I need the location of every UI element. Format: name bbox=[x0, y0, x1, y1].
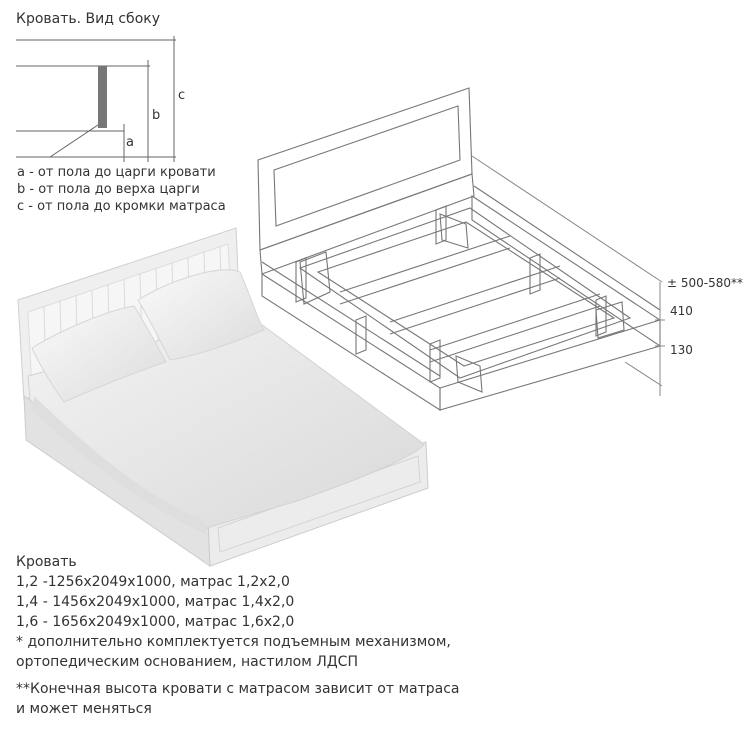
dim-total-height: ± 500-580** bbox=[667, 276, 744, 290]
legend-a: a - от пола до царги кровати bbox=[17, 165, 216, 180]
dim-label-a: a bbox=[126, 135, 134, 150]
size-1-4: 1,4 - 1456х2049х1000, матрас 1,4х2,0 bbox=[16, 594, 295, 610]
note-1-line-1: * дополнительно комплектуется подъемным механизмом, bbox=[16, 634, 451, 650]
legend-b: b - от пола до верха царги bbox=[17, 182, 200, 197]
dim-label-b: b bbox=[152, 108, 161, 123]
legend-c: c - от пола до кромки матраса bbox=[17, 199, 226, 214]
size-1-2: 1,2 -1256х2049х1000, матрас 1,2х2,0 bbox=[16, 574, 290, 590]
description-heading: Кровать bbox=[16, 554, 77, 570]
dim-upper: 410 bbox=[670, 304, 693, 318]
note-2-line-2: и может меняться bbox=[16, 701, 152, 717]
note-2-line-1: **Конечная высота кровати с матрасом зависит от матраса bbox=[16, 681, 460, 697]
size-1-6: 1,6 - 1656х2049х1000, матрас 1,6х2,0 bbox=[16, 614, 295, 630]
note-1-line-2: ортопедическим основанием, настилом ЛДСП bbox=[16, 654, 358, 670]
dim-label-c: c bbox=[178, 88, 186, 103]
dim-lower: 130 bbox=[670, 343, 693, 357]
side-view-title: Кровать. Вид сбоку bbox=[16, 11, 160, 27]
